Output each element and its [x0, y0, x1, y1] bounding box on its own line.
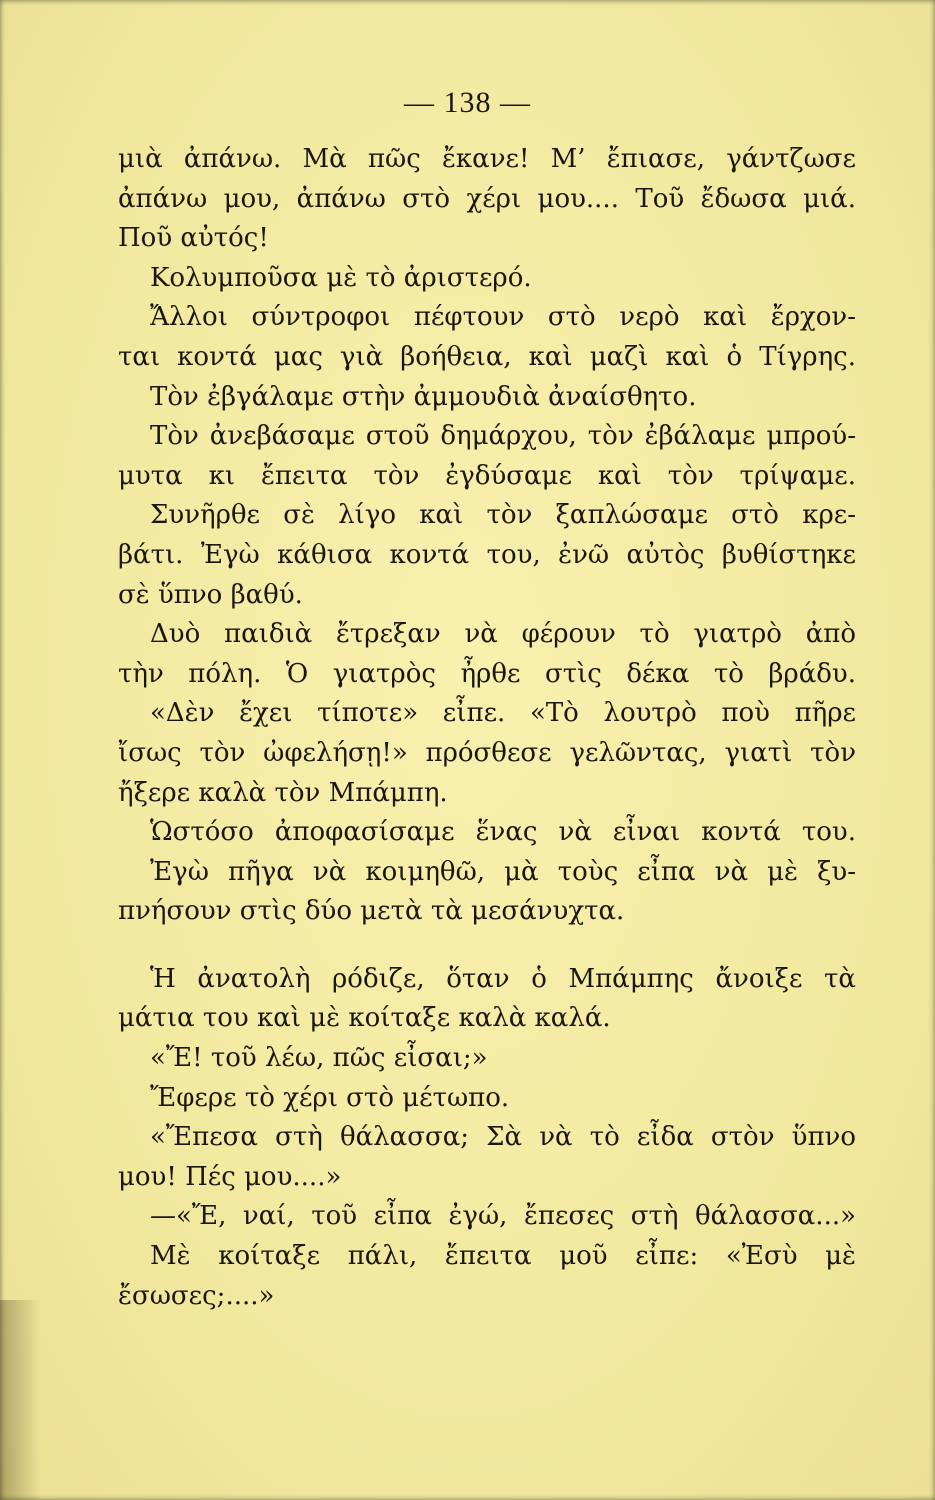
text-line: ἀπάνω μου, ἀπάνω στὸ χέρι μου.... Τοῦ ἔδωσα μιά. — [118, 183, 856, 214]
page-edge-shadow — [0, 1300, 40, 1500]
text-line: μάτια του καὶ μὲ κοίταξε καλὰ καλά. — [118, 1003, 611, 1034]
text-line: Κολυμποῦσα μὲ τὸ ἀριστερό. — [150, 262, 532, 293]
text-line: Συνῆρθε σὲ λίγο καὶ τὸν ξαπλώσαμε στὸ κρε- — [150, 500, 856, 531]
text-line: σὲ ὕπνο βαθύ. — [118, 579, 303, 610]
text-line: —«Ἔ, ναί, τοῦ εἶπα ἐγώ, ἔπεσες στὴ θάλασσα...» — [150, 1201, 856, 1232]
text-line: ἴσως τὸν ὠφελήσῃ!» πρόσθεσε γελῶντας, γιατὶ τὸν — [118, 737, 856, 768]
text-line: Δυὸ παιδιὰ ἔτρεξαν νὰ φέρουν τὸ γιατρὸ ἀπὸ — [150, 619, 856, 650]
text-line: μου! Πές μου....» — [118, 1161, 342, 1192]
text-line: πνήσουν στὶς δύο μετὰ τὰ μεσάνυχτα. — [118, 896, 625, 927]
text-line: Ἔφερε τὸ χέρι στὸ μέτωπο. — [150, 1082, 510, 1113]
text-line: μυτα κι ἔπειτα τὸν ἐγδύσαμε καὶ τὸν τρίψαμε. — [118, 460, 856, 491]
text-line: Τὸν ἀνεβάσαμε στοῦ δημάρχου, τὸν ἐβάλαμε μπρού- — [150, 421, 856, 452]
text-line: βάτι. Ἐγὼ κάθισα κοντά του, ἐνῶ αὐτὸς βυθίστηκε — [118, 539, 856, 570]
text-line: «Ἔ! τοῦ λέω, πῶς εἶσαι;» — [150, 1043, 488, 1074]
text-line: Ὡστόσο ἀποφασίσαμε ἕνας νὰ εἶναι κοντά του. — [150, 817, 856, 848]
text-line: ἔσωσες;....» — [118, 1280, 275, 1311]
text-line: τὴν πόλη. Ὁ γιατρὸς ἦρθε στὶς δέκα τὸ βράδυ. — [118, 658, 856, 689]
text-line: Ἐγὼ πῆγα νὰ κοιμηθῶ, μὰ τοὺς εἶπα νὰ μὲ ξυ- — [150, 856, 856, 887]
text-line: «Δὲν ἔχει τίποτε» εἶπε. «Τὸ λουτρὸ ποὺ πῆρε — [150, 698, 856, 729]
text-line: ται κοντά μας γιὰ βοήθεια, καὶ μαζὶ καὶ ὁ Τίγρης. — [118, 341, 856, 372]
text-line: Ἄλλοι σύντροφοι πέφτουν στὸ νερὸ καὶ ἔρχον- — [150, 302, 856, 333]
text-line: Ποῦ αὐτός! — [118, 223, 269, 254]
body-text — [118, 140, 856, 1316]
text-line: Μὲ κοίταξε πάλι, ἔπειτα μοῦ εἶπε: «Ἐσὺ μὲ — [150, 1241, 856, 1272]
text-line: Ἡ ἀνατολὴ ρόδιζε, ὅταν ὁ Μπάμπης ἄνοιξε τὰ — [150, 963, 856, 994]
section-gap — [118, 932, 856, 960]
text-line: «Ἔπεσα στὴ θάλασσα; Σὰ νὰ τὸ εἶδα στὸν ὕπνο — [150, 1122, 856, 1153]
text-line: Τὸν ἐβγάλαμε στὴν ἀμμουδιὰ ἀναίσθητο. — [150, 381, 697, 412]
text-line: μιὰ ἀπάνω. Μὰ πῶς ἔκανε! Μ’ ἔπιασε, γάντζωσε — [118, 144, 856, 174]
page-number: — 138 — — [404, 86, 531, 119]
text-line: ἤξερε καλὰ τὸν Μπάμπη. — [118, 777, 448, 808]
